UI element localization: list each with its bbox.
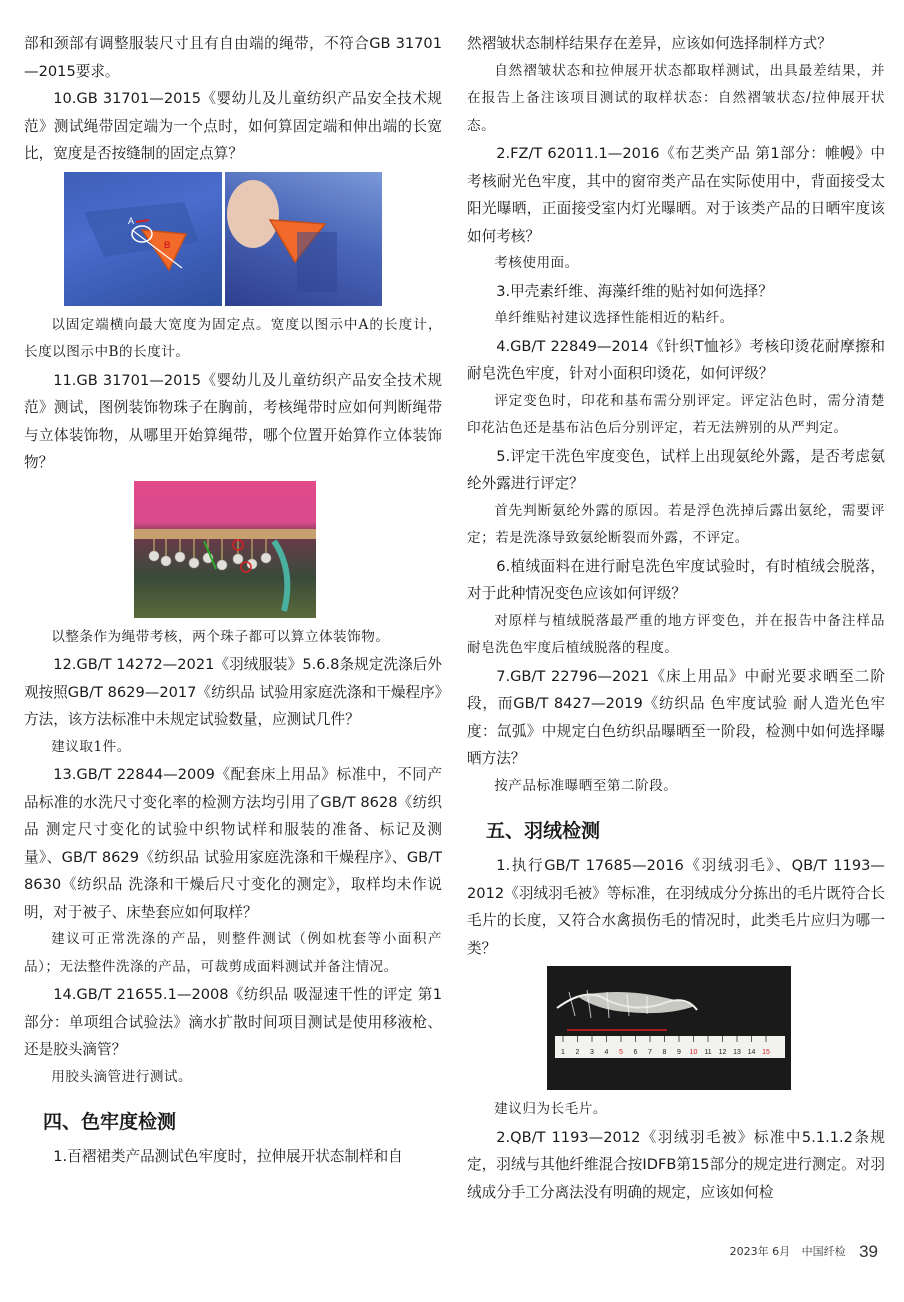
answer-11: 以整条作为绳带考核，两个珠子都可以算立体装饰物。	[51, 628, 390, 645]
question-4-7: 7.GB/T 22796—2021《床上用品》中耐光要求晒至二阶段，而GB/T 8427—2019《纺织品 色牢度试验 耐人造光色牢度：氙弧》中规定白色纺织品曝晒至一阶段，检测中如何选择曝晒方法？	[467, 667, 885, 767]
cord-diagram	[64, 172, 221, 306]
answer-12: 建议取1件。	[51, 738, 131, 755]
ruler-tick-label: 3	[590, 1049, 594, 1056]
issue-date: 2023年 6月	[729, 1245, 791, 1258]
page-number: 39	[859, 1242, 878, 1261]
question-4-5: 5.评定干洗色牢度变色，试样上出现氨纶外露，是否考虑氨纶外露进行评定？	[467, 447, 885, 492]
ruler-tick-label: 11	[704, 1049, 712, 1056]
ruler-tick-label: 9	[677, 1049, 681, 1056]
paragraph: 部和颈部有调整服装尺寸且有自由端的绳带，不符合GB 31701—2015要求。	[24, 35, 442, 80]
question-10: 10.GB 31701—2015《婴幼儿及儿童纺织产品安全技术规范》测试绳带固定端为一个点时，如何算固定端和伸出端的长宽比，宽度是否按缝制的固定点算？	[24, 90, 442, 162]
figure-feather-ruler	[547, 966, 791, 1090]
answer-10: 以固定端横向最大宽度为固定点。宽度以图示中A的长度计，长度以图示中B的长度计。	[24, 316, 442, 360]
answer-4-7: 按产品标准曝晒至第二阶段。	[494, 777, 678, 794]
answer-4-2: 考核使用面。	[494, 255, 579, 271]
question-4-2: 2.FZ/T 62011.1—2016《布艺类产品 第1部分：帷幔》中考核耐光色牢度，其中的窗帘类产品在实际使用中，背面接受太阳光曝晒，正面接受室内灯光曝晒。对于该类产品的日晒牢度该如何考核？	[467, 145, 885, 245]
answer-5-1: 建议归为长毛片。	[494, 1101, 607, 1117]
answer-4-4: 评定变色时，印花和基布需分别评定。评定沾色时，需分清楚印花沾色还是基布沾色后分别评定，若无法辨别的从严判定。	[467, 392, 885, 436]
question-4-1: 1.百褶裙类产品测试色牢度时，拉伸展开状态制样和自	[53, 1148, 403, 1165]
feather-ruler-diagram	[547, 966, 791, 1090]
label-a: A	[128, 215, 135, 226]
answer-13: 建议可正常洗涤的产品，则整件测试（例如枕套等小面积产品）；无法整件洗涤的产品，可裁剪成面料测试并备注情况。	[24, 931, 442, 975]
ruler-tick-label: 15	[762, 1049, 770, 1056]
question-5-2: 2.QB/T 1193—2012《羽绒羽毛被》标准中5.1.1.2条规定，羽绒与其他纤维混合按IDFB第15部分的规定进行测定。对羽绒成分手工分离法没有明确的规定，应该如何检	[467, 1128, 885, 1201]
answer-4-6: 对原样与植绒脱落最严重的地方评变色，并在报告中备注样品耐皂洗色牢度后植绒脱落的程度。	[467, 612, 885, 656]
ruler-tick-label: 5	[619, 1049, 623, 1056]
journal-name: 中国纤检	[801, 1245, 846, 1258]
ruler-tick-label: 10	[689, 1049, 698, 1056]
section-heading-color-fastness: 四、色牢度检测	[43, 1111, 177, 1133]
section-heading-down-testing: 五、羽绒检测	[486, 820, 601, 842]
figure-bead-decoration	[134, 481, 316, 618]
question-11: 11.GB 31701—2015《婴幼儿及儿童纺织产品安全技术规范》测试，图例装饰物珠子在胸前，考核绳带时应如何判断绳带与立体装饰物，从哪里开始算绳带，哪个位置开始算作立体装饰物？	[24, 371, 442, 471]
question-4-6: 6.植绒面料在进行耐皂洗色牢度试验时，有时植绒会脱落，对于此种情况变色应该如何评级？	[467, 557, 885, 602]
question-4-4: 4.GB/T 22849—2014《针织T恤衫》考核印烫花耐摩擦和耐皂洗色牢度，针对小面积印烫花，如何评级？	[467, 337, 885, 382]
ruler-tick-label: 4	[604, 1049, 609, 1056]
bead-diagram	[134, 481, 316, 618]
ruler-tick-label: 2	[575, 1049, 580, 1056]
ruler-tick-label: 6	[633, 1049, 638, 1056]
ruler-tick-label: 8	[662, 1049, 667, 1056]
question-12: 12.GB/T 14272—2021《羽绒服装》5.6.8条规定洗涤后外观按照GB/T 8629—2017《纺织品 试验用家庭洗涤和干燥程序》方法，该方法标准中未规定试验数量，应测试几件？	[24, 656, 442, 728]
label-b: B	[164, 239, 171, 250]
answer-14: 用胶头滴管进行测试。	[51, 1068, 193, 1085]
question-4-3: 3.甲壳素纤维、海藻纤维的贴衬如何选择？	[496, 282, 773, 300]
ruler-tick-label: 7	[648, 1049, 652, 1056]
left-column	[24, 30, 442, 1171]
answer-4-5: 首先判断氨纶外露的原因。若是浮色洗掉后露出氨纶，需要评定；若是洗涤导致氨纶断裂而外露，不评定。	[467, 502, 885, 546]
question-14: 14.GB/T 21655.1—2008《纺织品 吸湿速干性的评定 第1部分：单项组合试验法》滴水扩散时间项目测试是使用移液枪、还是胶头滴管？	[24, 986, 442, 1058]
right-column	[467, 30, 885, 1206]
paragraph: 然褶皱状态制样结果存在差异，应该如何选择制样方式？	[467, 35, 832, 52]
answer-4-3: 单纤维贴衬建议选择性能相近的粘纤。	[494, 310, 734, 326]
answer-4-1: 自然褶皱状态和拉伸展开状态都取样测试，出具最差结果，并在报告上备注该项目测试的取样状态：自然褶皱状态/拉伸展开状态。	[467, 62, 885, 134]
question-5-1: 1.执行GB/T 17685—2016《羽绒羽毛》、QB/T 1193—2012《羽绒羽毛被》等标准，在羽绒成分分拣出的毛片既符合长毛片的长度，又符合水禽损伤毛的情况时，此类毛片应归为哪一类？	[467, 857, 885, 957]
ruler-tick-label: 13	[733, 1049, 741, 1056]
cord-held-diagram	[225, 172, 382, 306]
ruler-tick-label: 12	[718, 1049, 727, 1056]
figure-cord-fixed-end	[64, 172, 382, 306]
photo-cord-closeup	[64, 172, 222, 306]
page-footer	[730, 1242, 878, 1262]
ruler-tick-label: 1	[561, 1049, 565, 1056]
photo-cord-held	[225, 172, 383, 306]
ruler-tick-label: 14	[747, 1049, 756, 1056]
question-13: 13.GB/T 22844—2009《配套床上用品》标准中，不同产品标准的水洗尺寸变化率的检测方法均引用了GB/T 8628《纺织品 测定尺寸变化的试验中织物试样和服装的准备、标记及测量》、GB/T 8629《纺织品 试验用家庭洗涤和干燥程序》、GB/T 8630《纺织品 洗涤和干燥后尺寸变化的测定》，取样均未作说明，对于被子、床垫套应如何取样？	[24, 766, 442, 921]
